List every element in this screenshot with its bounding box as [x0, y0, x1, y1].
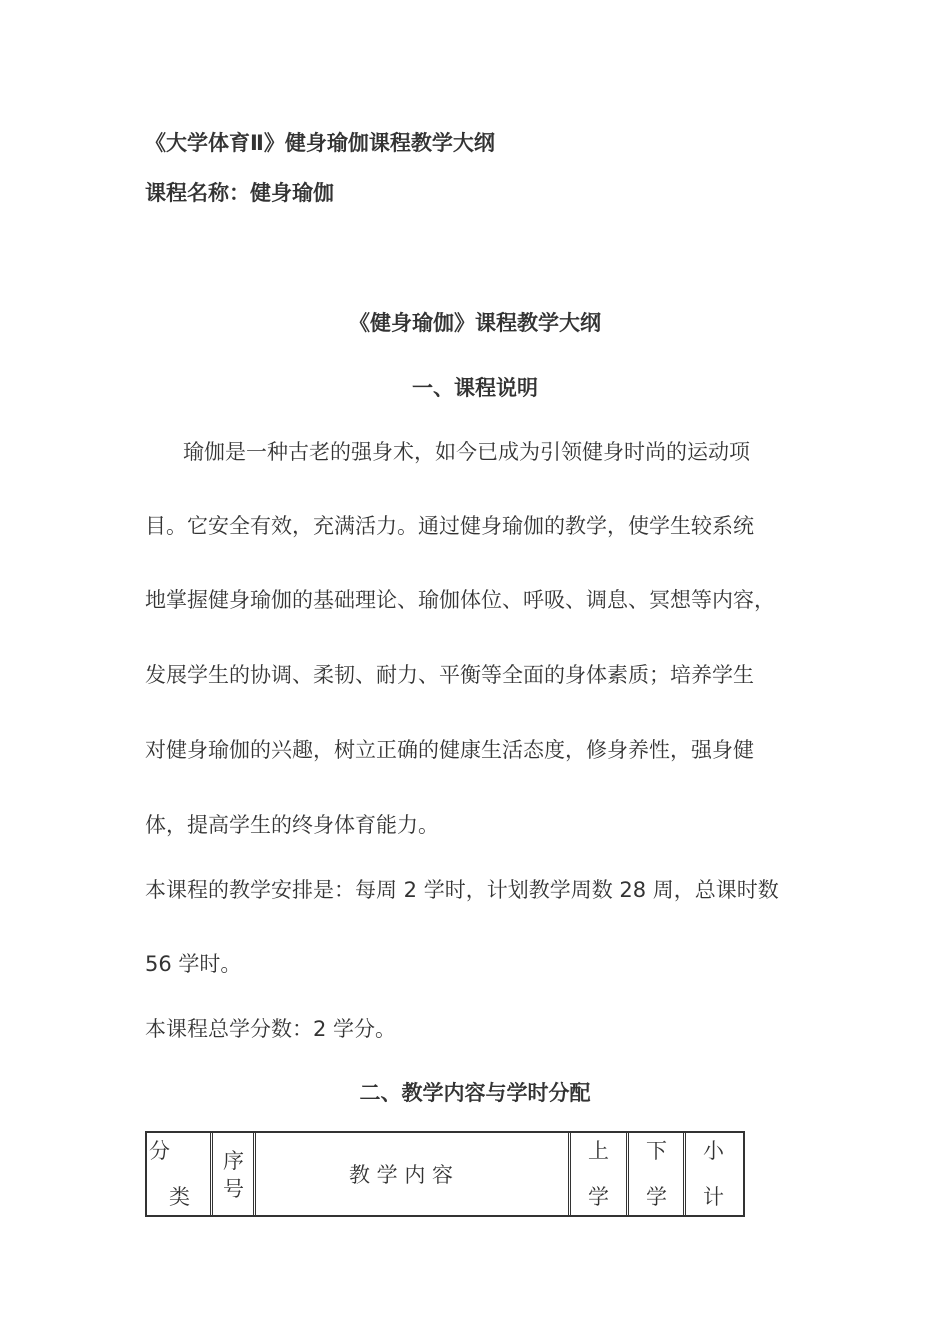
table-header-row — [147, 1133, 743, 1215]
para1-line: 发展学生的协调、柔韧、耐力、平衡等全面的身体素质；培养学生 — [145, 663, 754, 687]
header-content: 教 学 内 容 — [256, 1133, 571, 1215]
header-subtotal: 小 计 — [703, 1139, 724, 1209]
header-sequence: 序 号 — [213, 1133, 256, 1215]
header-second-term: 下 学 — [629, 1133, 686, 1215]
para1-line: 地掌握健身瑜伽的基础理论、瑜伽体位、呼吸、调息、冥想等内容， — [145, 588, 775, 612]
header-first-term: 上 学 — [571, 1133, 629, 1215]
para2-line: 本课程的教学安排是：每周 2 学时，计划教学周数 28 周，总课时数 — [145, 878, 779, 902]
schedule-table — [145, 1131, 745, 1217]
para1-line: 目。它安全有效，充满活力。通过健身瑜伽的教学，使学生较系统 — [145, 514, 754, 538]
credits-line: 本课程总学分数：2 学分。 — [145, 1017, 397, 1041]
course-name: 课程名称：健身瑜伽 — [145, 181, 334, 205]
para2-line: 56 学时。 — [145, 952, 242, 976]
para1-line: 体，提高学生的终身体育能力。 — [145, 813, 439, 837]
syllabus-title: 《健身瑜伽》课程教学大纲 — [349, 311, 601, 335]
para1-line: 对健身瑜伽的兴趣，树立正确的健康生活态度，修身养性，强身健 — [145, 738, 754, 762]
top-title: 《大学体育Ⅱ》健身瑜伽课程教学大纲 — [145, 131, 495, 155]
para1-line: 瑜伽是一种古老的强身术，如今已成为引领健身时尚的运动项 — [183, 440, 750, 464]
section1-title: 一、课程说明 — [412, 376, 538, 400]
header-category: 分 类 — [147, 1133, 213, 1215]
section2-title: 二、教学内容与学时分配 — [359, 1081, 591, 1105]
